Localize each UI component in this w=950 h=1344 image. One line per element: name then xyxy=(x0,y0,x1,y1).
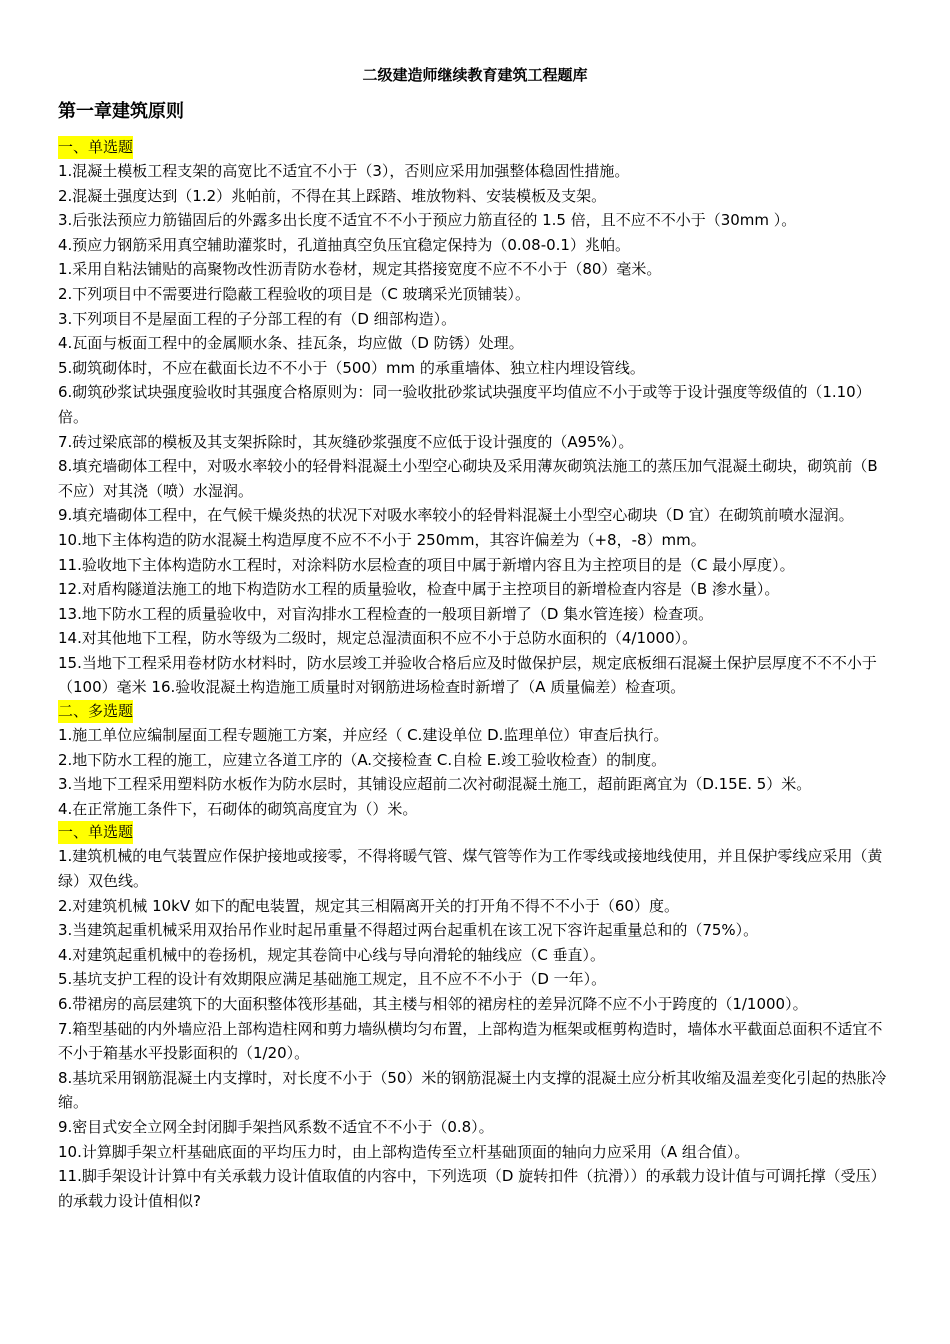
question-item: 5.基坑支护工程的设计有效期限应满足基础施工规定，且不应不不小于（D 一年）。 xyxy=(58,970,607,989)
question-item: 9.填充墙砌体工程中，在气候干燥炎热的状况下对吸水率较小的轻骨料混凝土小型空心砌块（D 宜）在砌筑前喷水湿润。 xyxy=(58,506,854,525)
question-item: 8.填充墙砌体工程中，对吸水率较小的轻骨料混凝土小型空心砌块及采用薄灰砌筑法施工的蒸压加气混凝土砌块，砌筑前（B 不应）对其浇（喷）水湿润。 xyxy=(58,457,878,500)
question-item: 7.砖过梁底部的模板及其支架拆除时，其灰缝砂浆强度不应低于设计强度的（A95%）。 xyxy=(58,432,634,451)
section-single-choice-1 xyxy=(58,136,892,700)
question-item: 6.带裙房的高层建筑下的大面积整体筏形基础，其主楼与相邻的裙房柱的差异沉降不应不小于跨度的（1/1000）。 xyxy=(58,995,808,1013)
question-item: 2.对建筑机械 10kV 如下的配电装置，规定其三相隔离开关的打开角不得不不小于（60）度。 xyxy=(58,896,679,915)
question-item: 4.瓦面与板面工程中的金属顺水条、挂瓦条，均应做（D 防锈）处理。 xyxy=(58,334,524,353)
section-heading: 一、单选题 xyxy=(58,821,133,844)
question-item: 3.下列项目不是屋面工程的子分部工程的有（D 细部构造）。 xyxy=(58,309,457,328)
question-item: 1.混凝土模板工程支架的高宽比不适宜不小于（3），否则应采用加强整体稳固性措施。 xyxy=(58,162,630,180)
question-item: 10.地下主体构造的防水混凝土构造厚度不应不不小于 250mm，其容许偏差为（+8，-8）mm。 xyxy=(58,530,706,549)
section-heading: 一、单选题 xyxy=(58,136,133,159)
question-item: 7.箱型基础的内外墙应沿上部构造柱网和剪力墙纵横均匀布置，上部构造为框架或框剪构造时，墙体水平截面总面积不适宜不不小于箱基水平投影面积的（1/20）。 xyxy=(58,1019,883,1063)
question-item: 1.施工单位应编制屋面工程专题施工方案，并应经（ C.建设单位 D.监理单位）审查后执行。 xyxy=(58,726,669,745)
question-item: 2.地下防水工程的施工，应建立各道工序的（A.交接检查 C.自检 E.竣工验收检查）的制度。 xyxy=(58,750,667,769)
question-item: 11.验收地下主体构造防水工程时，对涂料防水层检查的项目中属于新增内容且为主控项目的是（C 最小厚度）。 xyxy=(58,555,795,574)
question-item: 4.对建筑起重机械中的卷扬机，规定其卷筒中心线与导向滑轮的轴线应（C 垂直）。 xyxy=(58,945,606,964)
section-multiple-choice xyxy=(58,700,892,821)
question-item: 10.计算脚手架立杆基础底面的平均压力时，由上部构造传至立杆基础顶面的轴向力应采用（A 组合值）。 xyxy=(58,1142,750,1161)
question-item: 5.砌筑砌体时，不应在截面长边不不小于（500）mm 的承重墙体、独立柱内埋设管线。 xyxy=(58,358,645,377)
question-item: 3.当地下工程采用塑料防水板作为防水层时，其铺设应超前二次衬砌混凝土施工，超前距离宜为（D.15E. 5）米。 xyxy=(58,775,812,794)
question-item: 14.对其他地下工程，防水等级为二级时，规定总湿渍面积不应不小于总防水面积的（4/1000）。 xyxy=(58,629,698,648)
question-item: 3.当建筑起重机械采用双抬吊作业时起吊重量不得超过两台起重机在该工况下容许起重量总和的（75%）。 xyxy=(58,921,759,940)
question-item: 1.采用自粘法铺贴的高聚物改性沥青防水卷材，规定其搭接宽度不应不不小于（80）毫米。 xyxy=(58,260,662,279)
question-item: 1.建筑机械的电气装置应作保护接地或接零，不得将暖气管、煤气管等作为工作零线或接地线使用，并且保护零线应采用（黄绿）双色线。 xyxy=(58,847,883,891)
chapter-title: 第一章建筑原则 xyxy=(58,101,184,122)
question-item: 9.密目式安全立网全封闭脚手架挡风系数不适宜不不小于（0.8）。 xyxy=(58,1117,494,1136)
question-item: 3.后张法预应力筋锚固后的外露多出长度不适宜不不小于预应力筋直径的 1.5 倍，且不应不不小于（30mm ）。 xyxy=(58,211,797,230)
section-single-choice-2 xyxy=(58,821,892,1213)
question-item: 4.预应力钢筋采用真空辅助灌浆时，孔道抽真空负压宜稳定保持为（0.08-0.1）兆帕。 xyxy=(58,235,630,254)
section-heading: 二、多选题 xyxy=(58,700,133,723)
question-item: 13.地下防水工程的质量验收中，对盲沟排水工程检查的一般项目新增了（D 集水管连接）检查项。 xyxy=(58,604,714,623)
question-item: 4.在正常施工条件下，石砌体的砌筑高度宜为（）米。 xyxy=(58,799,418,818)
question-item: 6.砌筑砂浆试块强度验收时其强度合格原则为：同一验收批砂浆试块强度平均值应不小于或等于设计强度等级值的（1.10）倍。 xyxy=(58,383,871,426)
question-item: 2.混凝土强度达到（1.2）兆帕前，不得在其上踩踏、堆放物料、安装模板及支架。 xyxy=(58,186,607,205)
document-page xyxy=(58,64,892,1213)
question-item: 12.对盾构隧道法施工的地下构造防水工程的质量验收，检查中属于主控项目的新增检查内容是（B 渗水量）。 xyxy=(58,580,780,599)
question-item: 8.基坑采用钢筋混凝土内支撑时，对长度不小于（50）米的钢筋混凝土内支撑的混凝土应分析其收缩及温差变化引起的热胀冷缩。 xyxy=(58,1068,887,1112)
document-title: 二级建造师继续教育建筑工程题库 xyxy=(362,66,588,84)
question-item: 11.脚手架设计计算中有关承载力设计值取值的内容中，下列选项（D 旋转扣件（抗滑））的承载力设计值与可调托撑（受压）的承载力设计值相似? xyxy=(58,1167,886,1210)
question-item: 15.当地下工程采用卷材防水材料时，防水层竣工并验收合格后应及时做保护层，规定底板细石混凝土保护层厚度不不不小于（100）毫米 16.验收混凝土构造施工质量时对钢筋进场检查时新增了（A 质量偏差）检查项。 xyxy=(58,653,877,697)
question-item: 2.下列项目中不需要进行隐蔽工程验收的项目是（C 玻璃采光顶铺装）。 xyxy=(58,284,531,303)
